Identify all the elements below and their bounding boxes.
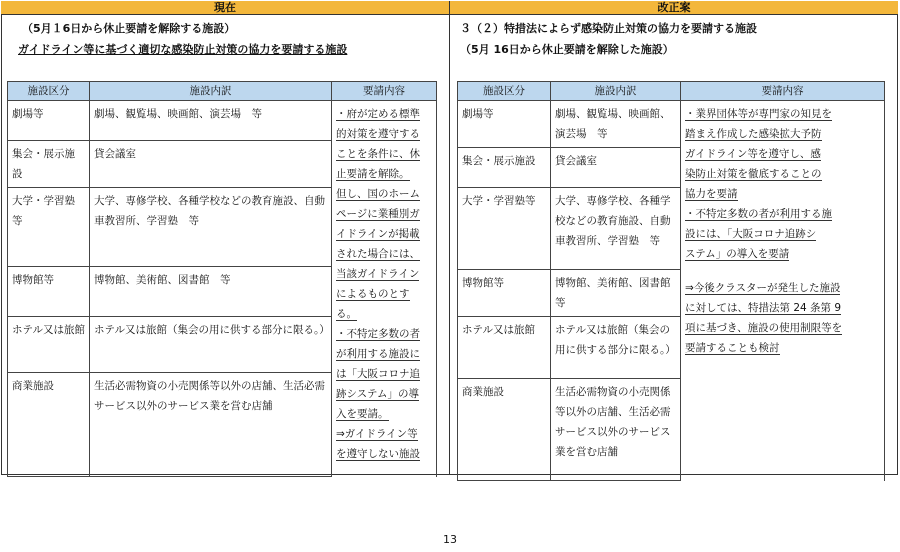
facility-detail: 劇場、観覧場、映画館、演芸場 等 xyxy=(90,101,332,141)
column-header: 施設内訳 xyxy=(90,82,332,101)
facility-category: 劇場等 xyxy=(458,101,551,148)
request-line: ・不特定多数の者 xyxy=(336,328,420,340)
facility-detail: 貸会議室 xyxy=(551,148,681,188)
column-header: 要請内容 xyxy=(681,82,885,101)
facility-category: ホテル又は旅館 xyxy=(8,317,90,373)
facility-detail: ホテル又は旅館（集会の用に供する部分に限る。） xyxy=(90,317,332,373)
request-line xyxy=(685,264,880,278)
request-line: 但し、国のホーム xyxy=(336,188,420,200)
request-line: 入を要請。 xyxy=(336,408,389,420)
request-line: に対しては、特措法第 24 条第 9 xyxy=(685,302,842,314)
column-header: 施設区分 xyxy=(8,82,90,101)
facility-detail: 大学、専修学校、各種学校などの教育施設、自動車教習所、学習塾 等 xyxy=(551,188,681,270)
request-line: ページに業種別ガ xyxy=(336,208,420,220)
facility-category: 博物館等 xyxy=(458,270,551,317)
request-line: 設には、「大阪コロナ追跡シ xyxy=(685,228,817,240)
facility-detail: 生活必需物資の小売関係等以外の店舗、生活必需サービス以外のサービス業を営む店舗 xyxy=(90,373,332,477)
column-divider xyxy=(449,1,450,475)
header-revised: 改正案 xyxy=(450,1,898,15)
facility-category: 大学・学習塾等 xyxy=(458,188,551,270)
facility-category: 博物館等 xyxy=(8,267,90,317)
request-line: 項に基づき、施設の使用制限等を xyxy=(685,322,843,334)
request-lines xyxy=(685,104,880,358)
column-header: 要請内容 xyxy=(332,82,437,101)
facility-detail: 劇場、観覧場、映画館、演芸場 等 xyxy=(551,101,681,148)
facility-detail: 貸会議室 xyxy=(90,141,332,188)
right-heading-1: ３（２）特措法によらず感染防止対策の協力を要請する施設 xyxy=(460,22,757,35)
facility-category: 集会・展示施設 xyxy=(458,148,551,188)
left-heading-2: ガイドライン等に基づく適切な感染防止対策の協力を要請する施設 xyxy=(18,43,348,56)
request-line: 止要請を解除。 xyxy=(336,168,410,180)
facility-detail: 生活必需物資の小売関係等以外の店舗、生活必需サービス以外のサービス業を営む店舗 xyxy=(551,379,681,481)
request-line: イドラインが掲載 xyxy=(336,228,420,240)
request-line: ことを条件に、休 xyxy=(336,148,420,160)
facility-detail: 博物館、美術館、図書館 等 xyxy=(90,267,332,317)
request-line: ステム」の導入を要請 xyxy=(685,248,790,260)
right-heading-2: （5月 16日から休止要請を解除した施設） xyxy=(460,43,674,56)
request-line: 踏まえ作成した感染拡大予防 xyxy=(685,128,822,140)
facility-category: 商業施設 xyxy=(458,379,551,481)
request-content xyxy=(681,101,885,481)
request-line: が利用する施設に xyxy=(336,348,420,360)
facility-detail: ホテル又は旅館（集会の用に供する部分に限る。） xyxy=(551,317,681,379)
request-line: によるものとす xyxy=(336,288,410,300)
column-header: 施設区分 xyxy=(458,82,551,101)
request-line: ⇒ガイドライン等 xyxy=(336,428,418,440)
facility-category: ホテル又は旅館 xyxy=(458,317,551,379)
facility-detail: 博物館、美術館、図書館 等 xyxy=(551,270,681,317)
facility-detail: 大学、専修学校、各種学校などの教育施設、自動車教習所、学習塾 等 xyxy=(90,188,332,267)
request-line: された場合には、 xyxy=(336,248,420,260)
request-line: は「大阪コロナ追 xyxy=(336,368,420,380)
request-line: 当該ガイドライン xyxy=(336,268,420,280)
request-line: 的対策を遵守する xyxy=(336,128,420,140)
facility-category: 商業施設 xyxy=(8,373,90,477)
request-line: 要請することも検討 xyxy=(685,342,780,354)
request-line: る。 xyxy=(336,308,357,320)
request-line: 跡システム」の導 xyxy=(336,388,419,400)
request-line: ・不特定多数の者が利用する施 xyxy=(685,208,832,220)
column-header: 施設内訳 xyxy=(551,82,681,101)
request-line: ⇒今後クラスターが発生した施設 xyxy=(685,282,841,294)
request-line: 染防止対策を徹底することの xyxy=(685,168,822,180)
request-line: ガイドライン等を遵守し、感 xyxy=(685,148,821,160)
facility-category: 大学・学習塾等 xyxy=(8,188,90,267)
facility-category: 集会・展示施設 xyxy=(8,141,90,188)
left-facility-table xyxy=(7,81,437,477)
request-line: を遵守しない施設 xyxy=(336,448,420,460)
facility-category: 劇場等 xyxy=(8,101,90,141)
request-line: ・府が定める標準 xyxy=(336,108,420,120)
right-facility-table xyxy=(457,81,885,481)
page-number: 13 xyxy=(443,533,457,546)
request-lines xyxy=(336,104,432,464)
left-heading-1: （5月１6日から休止要請を解除する施設） xyxy=(22,22,236,35)
header-current: 現在 xyxy=(1,1,449,15)
request-content xyxy=(332,101,437,477)
request-line: 協力を要請 xyxy=(685,188,738,200)
request-line: ・業界団体等が専門家の知見を xyxy=(685,108,832,120)
